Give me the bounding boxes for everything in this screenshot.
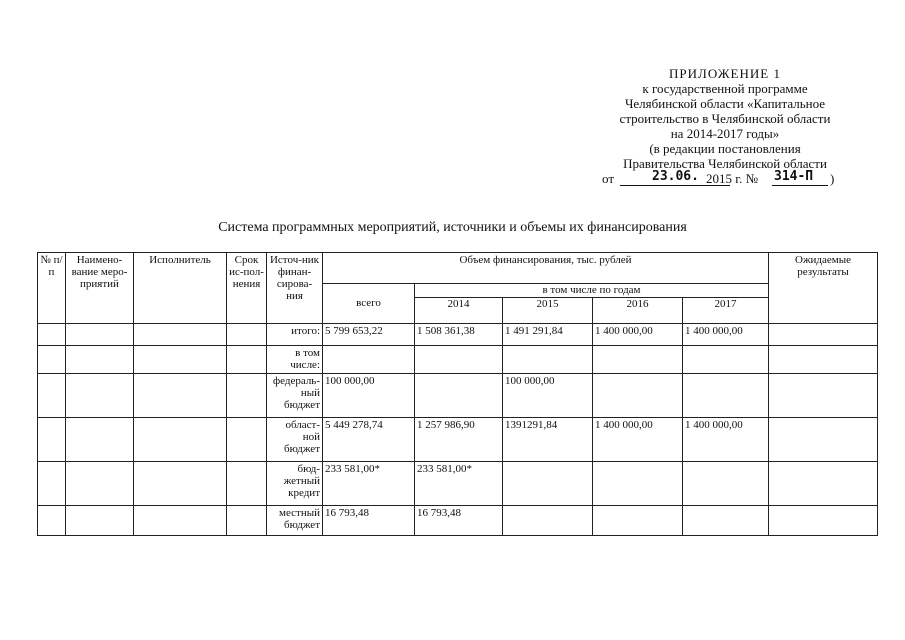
cell-source: бюд-жетный кредит (267, 462, 323, 506)
appendix-line: Челябинской области «Капитальное (624, 96, 826, 111)
cell-num (38, 462, 66, 506)
cell-source: област-ной бюджет (267, 418, 323, 462)
header-source: Источ-ник финан-сирова-ния (267, 253, 323, 324)
cell-total: 16 793,48 (323, 506, 415, 536)
table-row (38, 462, 878, 506)
cell-name (66, 374, 134, 418)
cell-2015 (503, 346, 593, 374)
cell-results (769, 418, 878, 462)
cell-2015: 1 491 291,84 (503, 324, 593, 346)
cell-name (66, 418, 134, 462)
cell-2017: 1 400 000,00 (683, 324, 769, 346)
date-suffix: ) (830, 171, 835, 186)
date-prefix: от (602, 171, 615, 186)
cell-total: 233 581,00* (323, 462, 415, 506)
cell-executor (134, 462, 227, 506)
cell-2015: 1391291,84 (503, 418, 593, 462)
cell-2016 (593, 462, 683, 506)
cell-term (227, 462, 267, 506)
header-2014: 2014 (415, 298, 503, 324)
header-2016: 2016 (593, 298, 683, 324)
cell-total: 5 449 278,74 (323, 418, 415, 462)
cell-num (38, 346, 66, 374)
cell-term (227, 346, 267, 374)
appendix-line: (в редакции постановления (649, 141, 801, 156)
cell-num (38, 506, 66, 536)
cell-source: в том числе: (267, 346, 323, 374)
cell-total: 100 000,00 (323, 374, 415, 418)
cell-executor (134, 346, 227, 374)
header-name: Наимено-вание меро-приятий (66, 253, 134, 324)
appendix-line: Правительства Челябинской области (623, 156, 827, 171)
cell-total (323, 346, 415, 374)
cell-2017: 1 400 000,00 (683, 418, 769, 462)
cell-2016: 1 400 000,00 (593, 324, 683, 346)
cell-2014: 233 581,00* (415, 462, 503, 506)
header-results: Ожидаемые результаты (769, 253, 878, 324)
cell-term (227, 418, 267, 462)
cell-2014 (415, 346, 503, 374)
header-num: № п/п (38, 253, 66, 324)
cell-2014: 1 508 361,38 (415, 324, 503, 346)
appendix-date-line (560, 171, 890, 187)
cell-results (769, 506, 878, 536)
appendix-line: строительство в Челябинской области (619, 111, 831, 126)
header-2017: 2017 (683, 298, 769, 324)
cell-num (38, 418, 66, 462)
table-row (38, 374, 878, 418)
cell-term (227, 506, 267, 536)
cell-2017 (683, 506, 769, 536)
cell-2014 (415, 374, 503, 418)
header-volume: Объем финансирования, тыс. рублей (323, 253, 769, 284)
financing-table (37, 252, 878, 536)
cell-2016 (593, 374, 683, 418)
header-term: Срок ис-пол-нения (227, 253, 267, 324)
appendix-title: ПРИЛОЖЕНИЕ 1 (669, 66, 781, 81)
cell-term (227, 374, 267, 418)
document-title: Система программных мероприятий, источники и объемы их финансирования (218, 220, 687, 235)
table-row (38, 346, 878, 374)
cell-executor (134, 418, 227, 462)
cell-2015 (503, 506, 593, 536)
cell-2017 (683, 346, 769, 374)
cell-results (769, 374, 878, 418)
table-row (38, 418, 878, 462)
appendix-header (560, 66, 890, 187)
cell-name (66, 506, 134, 536)
number-underline (772, 185, 828, 186)
cell-source: федераль-ный бюджет (267, 374, 323, 418)
cell-results (769, 324, 878, 346)
cell-2015 (503, 462, 593, 506)
appendix-line: на 2014-2017 годы» (670, 126, 780, 141)
handwritten-number: 314-П (774, 169, 814, 184)
header-2015: 2015 (503, 298, 593, 324)
cell-name (66, 346, 134, 374)
cell-source: местный бюджет (267, 506, 323, 536)
date-year: 2015 г. № (706, 171, 759, 186)
cell-2016 (593, 506, 683, 536)
cell-num (38, 324, 66, 346)
cell-2015: 100 000,00 (503, 374, 593, 418)
cell-2016: 1 400 000,00 (593, 418, 683, 462)
handwritten-date: 23.06. (652, 169, 699, 184)
table-row (38, 324, 878, 346)
cell-term (227, 324, 267, 346)
appendix-line: к государственной программе (642, 81, 808, 96)
cell-results (769, 462, 878, 506)
header-row (38, 253, 878, 284)
cell-source: итого: (267, 324, 323, 346)
header-by-years: в том числе по годам (415, 284, 769, 298)
cell-executor (134, 324, 227, 346)
table-row (38, 506, 878, 536)
cell-total: 5 799 653,22 (323, 324, 415, 346)
cell-name (66, 324, 134, 346)
cell-executor (134, 506, 227, 536)
cell-2014: 16 793,48 (415, 506, 503, 536)
cell-2016 (593, 346, 683, 374)
header-total: всего (323, 284, 415, 324)
cell-2017 (683, 462, 769, 506)
cell-executor (134, 374, 227, 418)
cell-name (66, 462, 134, 506)
cell-num (38, 374, 66, 418)
cell-2014: 1 257 986,90 (415, 418, 503, 462)
cell-results (769, 346, 878, 374)
header-executor: Исполнитель (134, 253, 227, 324)
cell-2017 (683, 374, 769, 418)
